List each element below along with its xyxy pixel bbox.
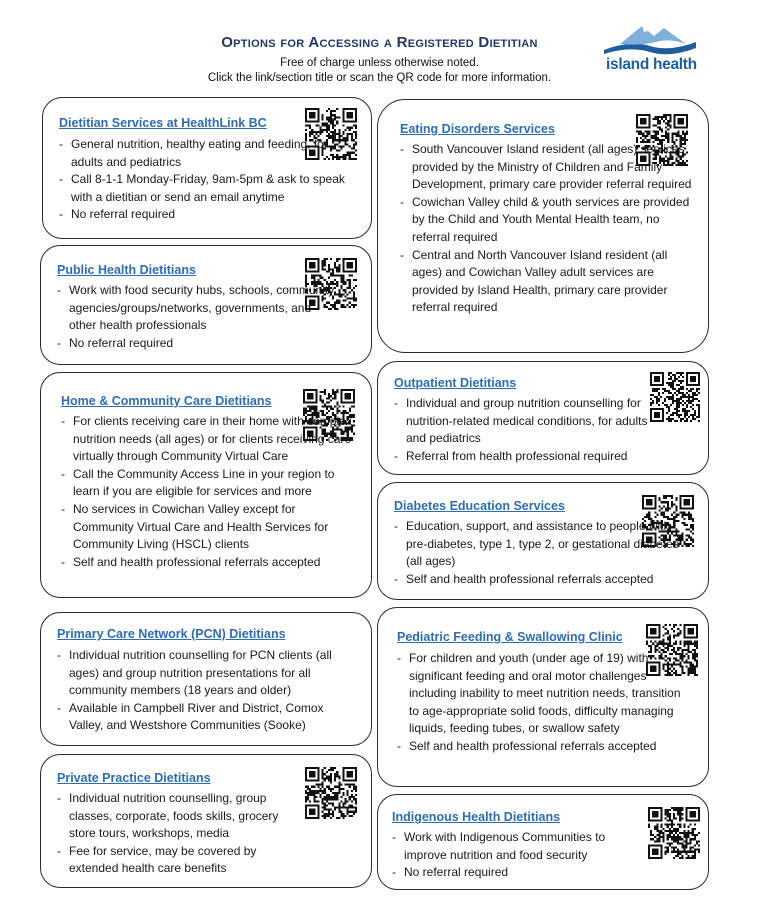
card-home-community [40,372,372,598]
list-item: - Central and North Vancouver Island resident (all ages) and Cowichan Valley adult services are provided by Island Health, primary care provider referral required [400,247,698,317]
card-diabetes-title[interactable]: Diabetes Education Services [394,499,565,513]
qr-code-icon[interactable] [650,372,700,422]
subtitle-instructions: Click the link/section title or scan the QR code for more information. [207,72,552,84]
list-item: - Self and health professional referrals accepted [394,571,694,589]
list-item: - Education, support, and assistance to people with pre-diabetes, type 1, type 2, or gestational diabetes (all ages) [394,518,694,571]
list-item: - Call the Community Access Line in your region to learn if you are eligible for services and more [61,466,353,501]
card-public-health [40,245,372,365]
list-item: - Fee for service, may be covered by extended health care benefits [57,843,307,878]
card-diabetes [377,482,709,600]
subtitle-free-of-charge: Free of charge unless otherwise noted. [280,57,479,69]
card-pediatric [377,607,709,787]
card-home-community-title[interactable]: Home & Community Care Dietitians [61,394,272,408]
card-eating-disorders [377,99,709,353]
card-indigenous [377,794,709,890]
list-item: - Work with Indigenous Communities to improve nutrition and food security [392,829,648,864]
page-title: Options for Accessing a Registered Dietitian [221,34,538,51]
card-pcn [40,612,372,746]
card-eating-disorders-title[interactable]: Eating Disorders Services [400,122,555,136]
list-item: - Individual and group nutrition counselling for nutrition-related medical conditions, for adults and pediatrics [394,395,652,448]
list-item: - Self and health professional referrals accepted [397,738,693,756]
card-pcn-title[interactable]: Primary Care Network (PCN) Dietitians [57,627,286,641]
list-item: - No referral required [59,206,359,224]
list-item: - Cowichan Valley child & youth services are provided by the Child and Youth Mental Health team, no referral required [400,194,698,247]
list-item: - Referral from health professional required [394,448,652,466]
list-item: - No referral required [392,864,648,882]
list-item: - Individual nutrition counselling for PCN clients (all ages) and group nutrition presentations for all community members (18 years and older) [57,647,361,700]
list-item: - Available in Campbell River and District, Comox Valley, and Westshore Communities (Sooke) [57,700,361,735]
card-pediatric-title[interactable]: Pediatric Feeding & Swallowing Clinic [397,630,623,644]
list-item: - For clients receiving care in their home with complex nutrition needs (all ages) or for clients receiving care virtually through Community Virtual Care [61,413,353,466]
list-item: - Self and health professional referrals accepted [61,554,353,572]
list-item: - General nutrition, healthy eating and feeding, for adults and pediatrics [59,136,359,171]
card-public-health-title[interactable]: Public Health Dietitians [57,263,196,277]
list-item: - South Vancouver Island resident (all ages) services provided by the Ministry of Children and Family Development, primary care provider referral required [400,141,698,194]
list-item: - Work with food security hubs, schools, community agencies/groups/networks, governments, and other health professionals [57,282,337,335]
logo-text: island health [606,56,697,73]
card-private [40,754,372,888]
qr-code-icon[interactable] [648,807,700,859]
card-healthlink [42,97,372,239]
list-item: - No services in Cowichan Valley except for Community Virtual Care and Health Services for Community Living (HSCL) clients [61,501,353,554]
card-indigenous-title[interactable]: Indigenous Health Dietitians [392,810,561,824]
list-item: - No referral required [57,335,337,353]
list-item: - Individual nutrition counselling, group classes, corporate, foods skills, grocery store tours, workshops, media [57,790,307,843]
card-private-title[interactable]: Private Practice Dietitians [57,771,211,785]
qr-code-icon[interactable] [305,767,357,819]
card-healthlink-title[interactable]: Dietitian Services at HealthLink BC [59,116,267,130]
card-outpatient-title[interactable]: Outpatient Dietitians [394,376,517,390]
list-item: - Call 8-1-1 Monday-Friday, 9am-5pm & ask to speak with a dietitian or send an email anytime [59,171,359,206]
list-item: - For children and youth (under age of 19) with significant feeding and oral motor challenges including inability to meet nutrition needs, transition to age-appropriate solid foods, difficulty managing liquids, feeding tubes, or swallow safety [397,650,693,738]
card-outpatient [377,361,709,475]
